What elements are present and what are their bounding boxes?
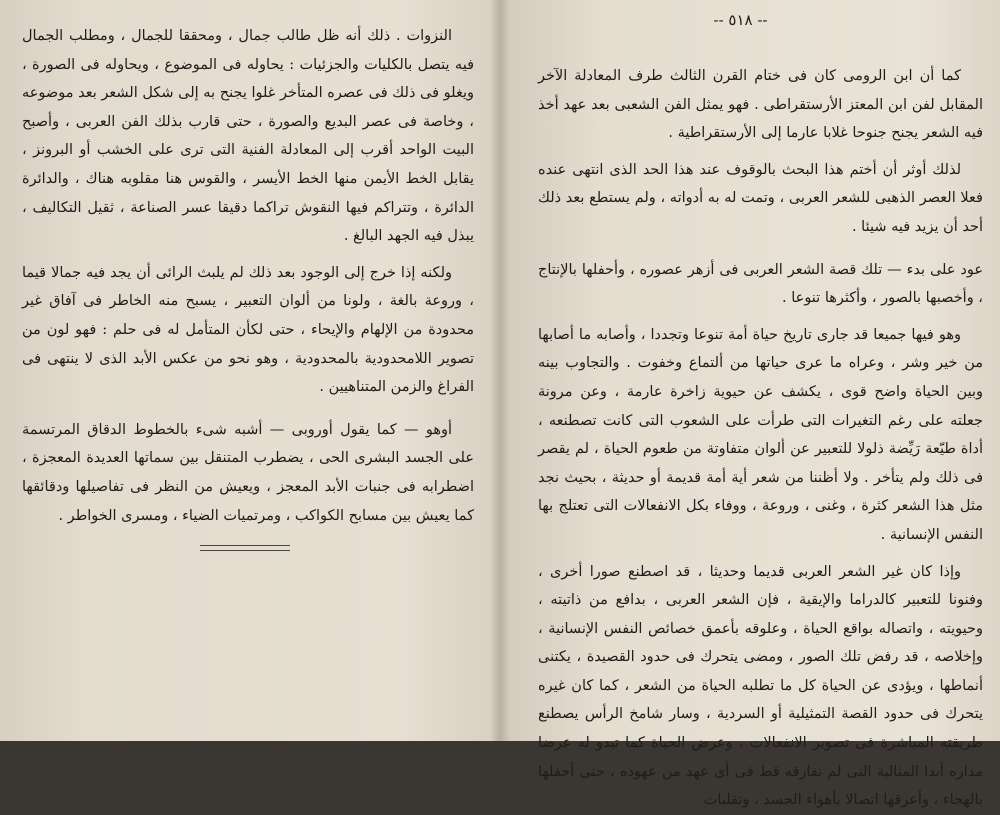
page-number: -- ٥١٨ -- xyxy=(713,11,768,29)
right-paragraph-1: كما أن ابن الرومى كان فى ختام القرن الثالث طرف المعادلة الآخر المقابل لفن ابن المعتز الأرستقراطى . فهو يمثل الفن الشعبى بعد عهد أخذ فيه الشعر يجنح جنوحا غلابا عارما إلى الأرستقراطية . xyxy=(538,68,983,142)
left-paragraph-3: أوهو — كما يقول أوروبى — أشبه شىء بالخطوط الدقاق المرتسمة على الجسد البشرى الحى ، يضطرب المتنقل بين سماتها العديدة المعجزة ، اضطرابه فى جنبات الأبد المعجز ، ويعيش من النظر فى تفاصيلها ودقائقها كما يعيش بين مسابح الكواكب ، ومرتميات الضياء ، ومسرى الخواطر . xyxy=(22,421,474,524)
section-divider xyxy=(200,545,290,551)
left-page xyxy=(22,6,474,530)
right-paragraph-5: وإذا كان غير الشعر العربى قديما وحديثا ، قد اصطنع صورا أخرى ، وفنونا للتعبير كالدراما والإيقية ، فإن الشعر العربى ، بدافع من ذاتيته ، وحيويته ، واتصاله بواقع الحياة ، وعلوقه بأعمق خصائص النفس الإنسانية ، وإخلاصه ، قد رفض تلك الصور ، ومضى يتحرك فى حدود القصيدة ، يكتنى أنماطها ، ويؤدى عن الحياة كل ما تطلبه الحياة من الشعر ، كما كان غيره يتحرك فى حدود القصة التمثيلية أو السردية ، وسار شامخ الرأس يصطنع طريقته المباشرة فى تصوير الانفعالات ، وعرض الحياة كما تبدو له عرضا مداره أبدا المثالية التى لم تفارقه قط فى أى عهد من عهوده ، حتى أحفلها بالهجاء ، وأعرقها اتصالا بأهواء الجسد ، وتقلبات xyxy=(538,563,983,809)
right-paragraph-2: لذلك أوثر أن أختم هذا البحث بالوقوف عند هذا الحد الذى انتهى عنده فعلا العصر الذهبى للشعر العربى ، وتمت له به أدواته ، ولم يستطع بعد ذلك أحد أن يزيد فيه شيئا . xyxy=(538,161,983,235)
right-paragraph-3: عود على بدء — تلك قصة الشعر العربى فى أزهر عصوره ، وأحفلها بالإنتاج ، وأخصبها بالصور ، وأكثرها تنوعا . xyxy=(538,261,983,307)
right-page xyxy=(538,8,983,815)
right-paragraph-4: وهو فيها جميعا قد جارى تاريخ حياة أمة تنوعا وتجددا ، وأصابه ما أصابها من خير وشر ، وعراه ما عرى حياتها من ألتماع وخفوت . والتجاوب بينه وبين الحياة واضح قوى ، يكشف عن حيوية زاخرة عارمة ، وعن مرونة جعلته على رغم التغيرات التى طرأت على الشعوب التى كانت تصطنعه ، أداة طيّعة رَيِّضة ذلولا للتعبير عن ألوان متفاوتة من طعوم الحياة ، لم يقصر فى ذلك ولم يتأخر . ولا أظننا من شعر أية أمة قديمة أو حديثة ، بحيث نجد مثل هذا الشعر كثرة ، وغنى ، وروعة ، ووفاء بكل الانفعالات التى تعتلج بها النفس الإنسانية . xyxy=(538,326,983,543)
left-paragraph-2: ولكنه إذا خرج إلى الوجود بعد ذلك لم يلبث الرائى أن يجد فيه جمالا قيما ، وروعة بالغة ، ولونا من ألوان التعبير ، يسبح منه الخاطر فى آفاق غير محدودة من الإلهام والإيحاء ، حتى لكأن المتأمل له فى حلم : فهو لون من تصوير اللامحدودية بالمحدودية ، وهو نحو من عكس الأبد الذى لا ينتهى فى الفراغ والزمن المتناهيين . xyxy=(22,264,474,396)
left-paragraph-1: النزوات . ذلك أنه ظل طالب جمال ، ومحققا للجمال ، ومطلب الجمال فيه يتصل بالكليات والجزئيات : يحاوله فى الموضوع ، ويحاوله فى الصورة ، ويغلو فى ذلك فى عصره المتأخر غلوا يجنح به إلى شكل الشعر بعد موضوعه ، وخاصة فى عصر البديع والصورة ، حتى قارب بذلك الفن العربى ، وأصبح البيت الواحد أقرب إلى المعادلة الفنية التى ترى على الخشب أو البرونز ، يقابل الخط الأيمن منها الخط الأيسر ، والقوس هنا مقلوبه هناك ، والدائرة الدائرة ، وتتراكم فيها النقوش تراكما دقيقا عسر الصناعة ، ثقيل التكاليف ، يبذل فيه الجهد البالغ . xyxy=(22,28,474,245)
